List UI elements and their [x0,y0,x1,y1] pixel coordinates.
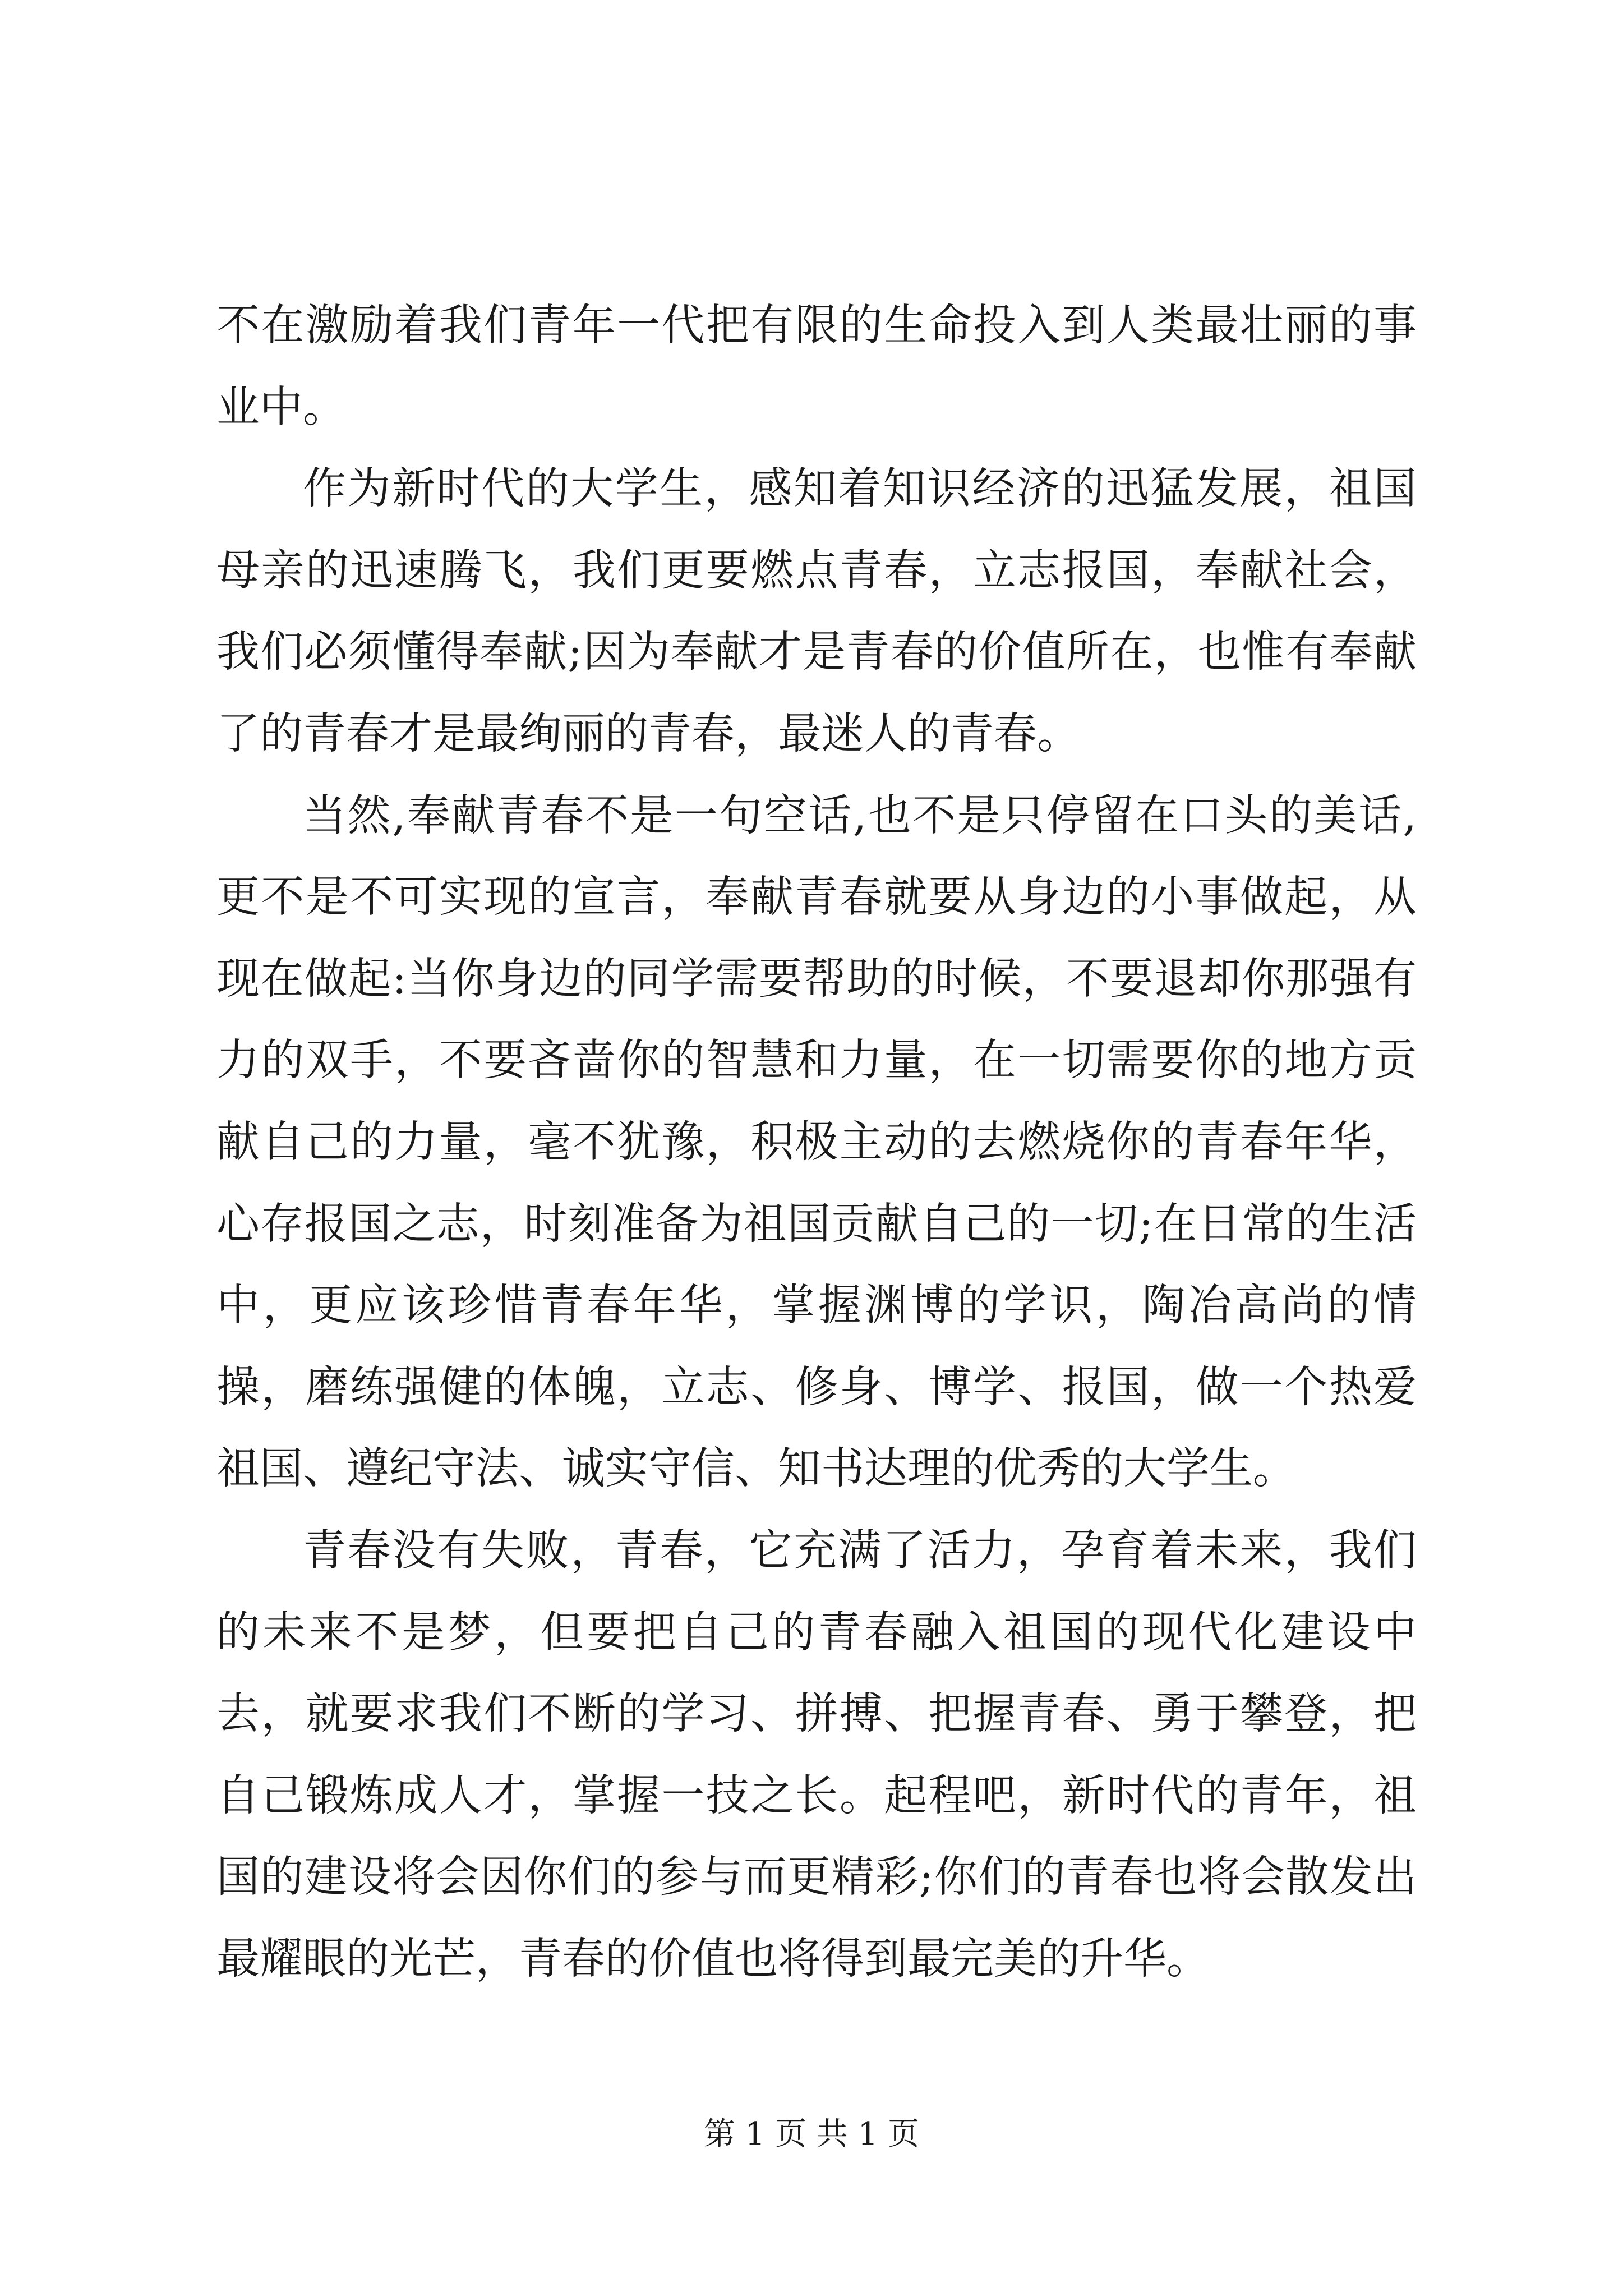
paragraph-continued: 不在激励着我们青年一代把有限的生命投入到人类最壮丽的事业中。 [216,301,1417,432]
paragraph: 作为新时代的大学生，感知着知识经济的迅猛发展，祖国母亲的迅速腾飞，我们更要燃点青春，立志报国，奉献社会，我们必须懂得奉献;因为奉献才是青春的价值所在，也惟有奉献了的青春才是最绚丽的青春，最迷人的青春。 [216,464,1417,759]
paragraph: 青春没有失败，青春，它充满了活力，孕育着未来，我们的未来不是梦，但要把自己的青春融入祖国的现代化建设中去，就要求我们不断的学习、拼搏、把握青春、勇于攀登，把自己锻炼成人才，掌握一技之长。起程吧，新时代的青年，祖国的建设将会因你们的参与而更精彩;你们的青春也将会散发出最耀眼的光芒，青春的价值也将得到最完美的升华。 [216,1525,1417,1984]
page-footer: 第 1 页 共 1 页 [703,2116,920,2152]
paragraph: 当然,奉献青春不是一句空话,也不是只停留在口头的美话,更不是不可实现的宣言，奉献青春就要从身边的小事做起，从现在做起:当你身边的同学需要帮助的时候，不要退却你那强有力的双手，不要吝啬你的智慧和力量，在一切需要你的地方贡献自己的力量，毫不犹豫，积极主动的去燃烧你的青春年华，心存报国之志，时刻准备为祖国贡献自己的一切;在日常的生活中，更应该珍惜青春年华，掌握渊博的学识，陶冶高尚的情操，磨练强健的体魄，立志、修身、博学、报国，做一个热爱祖国、遵纪守法、诚实守信、知书达理的优秀的大学生。 [216,790,1417,1494]
document-body [216,285,1417,2000]
